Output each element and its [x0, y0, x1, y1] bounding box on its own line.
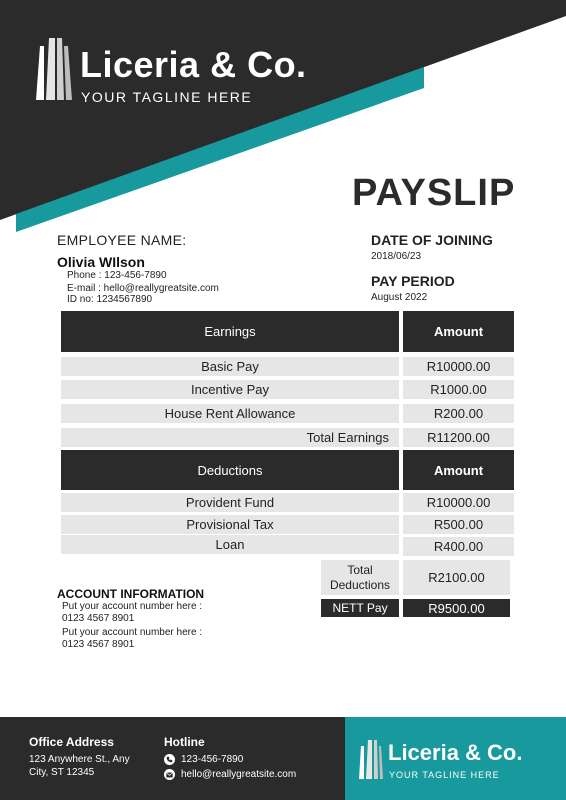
hotline-phone-row	[164, 754, 243, 765]
hotline-title: Hotline	[164, 735, 205, 749]
earnings-row-amount: R200.00	[403, 404, 514, 423]
earnings-amount-header: Amount	[403, 311, 514, 352]
hotline-email: hello@reallygreatsite.com	[181, 769, 297, 780]
employee-email: E-mail : hello@reallygreatsite.com	[67, 283, 219, 294]
total-deductions-amount: R2100.00	[403, 560, 510, 595]
deductions-header: Deductions	[61, 450, 399, 490]
office-address-line: 123 Anywhere St., Any	[29, 754, 130, 765]
total-deductions-label-line1: Total	[347, 562, 373, 577]
date-of-joining-value: 2018/06/23	[371, 251, 422, 262]
total-deductions-label	[321, 560, 399, 595]
nett-pay-amount: R9500.00	[403, 599, 510, 617]
deductions-row-label: Loan	[61, 535, 399, 554]
earnings-row-label: Incentive Pay	[61, 380, 399, 399]
building-logo-icon	[36, 38, 72, 100]
office-address-line: City, ST 12345	[29, 767, 95, 778]
account-info-title: ACCOUNT INFORMATION	[57, 587, 205, 601]
employee-name: Olivia WIlson	[57, 254, 145, 270]
deductions-row-label: Provident Fund	[61, 493, 399, 512]
deductions-amount-header: Amount	[403, 450, 514, 490]
total-earnings-label: Total Earnings	[61, 428, 399, 447]
pay-period-label: PAY PERIOD	[371, 273, 455, 289]
footer-brand-tagline: YOUR TAGLINE HERE	[389, 770, 500, 780]
brand-name: Liceria & Co.	[80, 44, 307, 85]
earnings-header: Earnings	[61, 311, 399, 352]
account-info-line: 0123 4567 8901	[62, 613, 135, 624]
page-title: PAYSLIP	[352, 172, 516, 214]
email-icon	[164, 769, 175, 780]
employee-phone: Phone : 123-456-7890	[67, 270, 167, 281]
total-deductions-label-line2: Deductions	[329, 577, 391, 592]
deductions-row-amount: R400.00	[403, 537, 514, 556]
phone-icon	[164, 754, 175, 765]
account-info-line: Put your account number here :	[62, 627, 203, 638]
hotline-phone: 123-456-7890	[181, 754, 244, 765]
deductions-row-amount: R10000.00	[403, 493, 514, 512]
footer-brand-name: Liceria & Co.	[388, 740, 523, 765]
account-info-line: Put your account number here :	[62, 601, 203, 612]
earnings-row-label: Basic Pay	[61, 357, 399, 376]
office-address-title: Office Address	[29, 735, 114, 749]
employee-id: ID no: 1234567890	[67, 294, 153, 305]
earnings-row-amount: R10000.00	[403, 357, 514, 376]
footer-building-logo-icon	[358, 738, 384, 780]
employee-name-label: EMPLOYEE NAME:	[57, 232, 187, 248]
nett-pay-label: NETT Pay	[321, 599, 399, 617]
deductions-row-amount: R500.00	[403, 515, 514, 534]
hotline-email-row	[164, 769, 296, 780]
date-of-joining-label: DATE OF JOINING	[371, 232, 493, 248]
deductions-row-label: Provisional Tax	[61, 515, 399, 534]
brand-tagline: YOUR TAGLINE HERE	[81, 89, 253, 105]
total-earnings-amount: R11200.00	[403, 428, 514, 447]
pay-period-value: August 2022	[371, 292, 428, 303]
earnings-row-label: House Rent Allowance	[61, 404, 399, 423]
earnings-row-amount: R1000.00	[403, 380, 514, 399]
account-info-line: 0123 4567 8901	[62, 639, 135, 650]
